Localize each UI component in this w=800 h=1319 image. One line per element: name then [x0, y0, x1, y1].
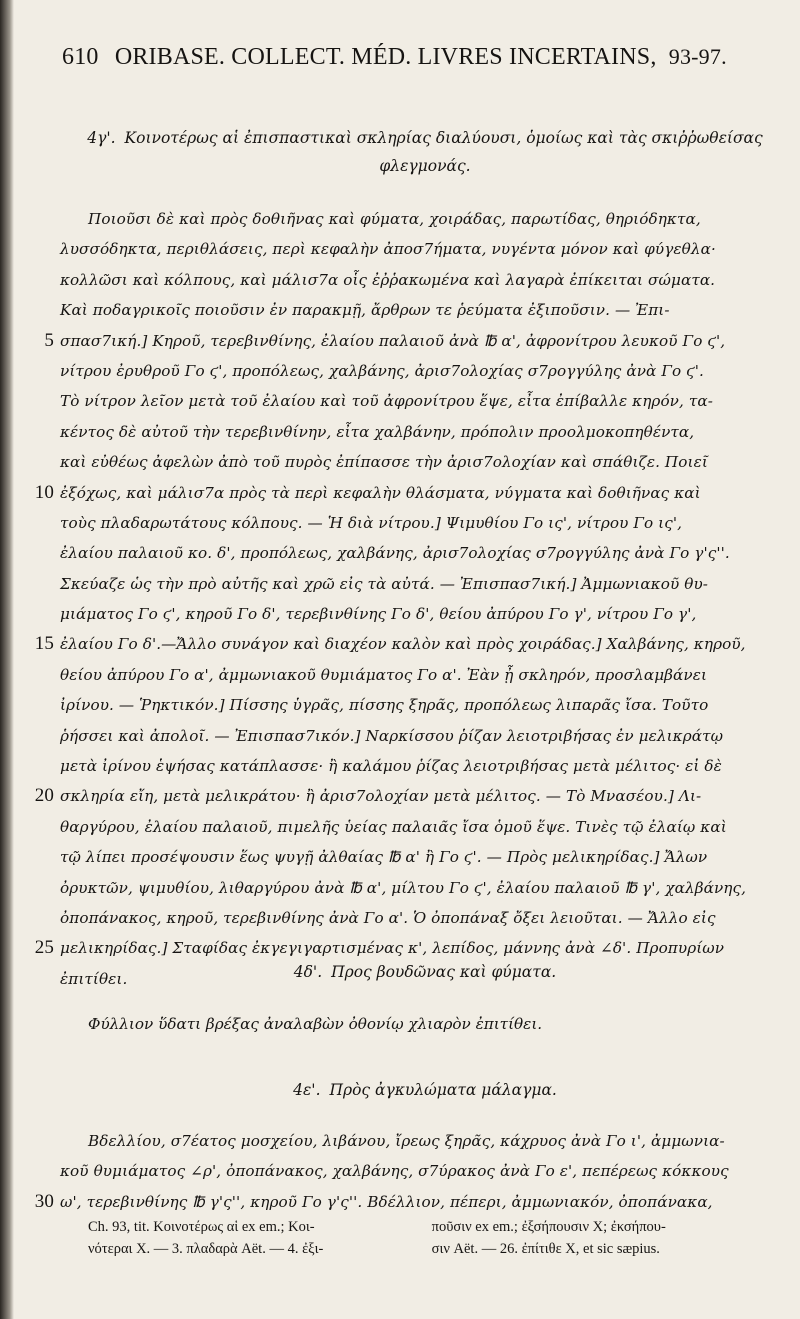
- chapter-number: 4ε'.: [293, 1081, 321, 1099]
- line-text: μελικηρίδας.] Σταφίδας ἐκγεγιγαρτισμένας κ', λεπίδος, μάννης ἀνὰ ∠δ'. Προπυρίων: [60, 939, 725, 958]
- line-number: 25: [34, 937, 54, 959]
- text-line: [60, 1126, 780, 1156]
- line-text: ἐξόχως, καὶ μάλισ7α πρὸς τὰ περὶ κεφαλὴν θλάσματα, νύγματα καὶ δοθιῆνας καὶ: [60, 483, 701, 502]
- line-text: κέντος δὲ αὐτοῦ τὴν τερεβινθίνην, εἶτα χαλβάνην, πρόπολιν προολμοκοπηθέντα,: [60, 422, 695, 441]
- text-line: [60, 538, 780, 568]
- text-line: [60, 447, 780, 477]
- chapter-title: Προς βουδῶνας καὶ φύματα.: [331, 963, 557, 981]
- line-text: ἐπιτίθει.: [60, 969, 128, 988]
- text-line: [44, 326, 780, 356]
- line-text: Ποιοῦσι δὲ καὶ πρὸς δοθιῆνας καὶ φύματα, χοιράδας, παρωτίδας, θηριόδηκτα,: [88, 210, 701, 228]
- line-text: καὶ εὐθέως ἀφελὼν ἀπὸ τοῦ πυρὸς ἐπίπασσε τὴν ἀρισ7ολοχίαν καὶ σπάθιζε. Ποιεῖ: [60, 453, 708, 472]
- chapter-heading-93: [80, 124, 770, 180]
- line-text: ἐλαίου Γο δ'.—Ἄλλο συνάγον καὶ διαχέον καλὸν καὶ πρὸς χοιράδας.] Χαλβάνης, κηροῦ,: [60, 635, 746, 654]
- chapter-title: Πρὸς ἀγκυλώματα μάλαγμα.: [329, 1081, 557, 1099]
- text-line: [60, 356, 780, 386]
- running-title: ORIBASE. COLLECT. MÉD. LIVRES INCERTAINS,: [114, 44, 657, 70]
- line-text: θαργύρου, ἐλαίου παλαιοῦ, πιμελῆς ὑείας παλαιᾶς ἴσα ὁμοῦ ἕψε. Τινὲς τῷ ἐλαίῳ καὶ: [60, 817, 727, 836]
- text-line: [60, 234, 780, 264]
- chapter-95-text: [34, 1126, 780, 1217]
- footnote-column-left: [88, 1216, 428, 1260]
- line-text: ἐλαίου παλαιοῦ κο. δ', προπόλεως, χαλβάνης, ἀρισ7ολοχίας σ7ρογγύλης ἀνὰ Γο γ'ς''.: [60, 544, 730, 563]
- text-line: [60, 1156, 780, 1186]
- text-line: [60, 417, 780, 447]
- text-line: [60, 812, 780, 842]
- footnotes: [88, 1216, 778, 1260]
- chapter-heading-94: [80, 958, 770, 986]
- chapter-93-text: [34, 204, 780, 994]
- line-text: Βδελλίου, σ7έατος μοσχείου, λιβάνου, ἴρεως ξηρᾶς, κάχρυος ἀνὰ Γο ι', ἀμμωνια-: [88, 1132, 725, 1150]
- line-text: μετὰ ἰρίνου ἑψήσας κατάπλασσε· ἢ καλάμου ῥίζας λειοτριβήσας μετὰ μέλιτος· εἰ δὲ: [60, 757, 722, 776]
- footnote-line: Ch. 93, tit. Κοινοτέρως αἱ ex em.; Κοι-: [88, 1219, 315, 1235]
- line-text: ὀποπάνακος, κηροῦ, τερεβινθίνης ἀνὰ Γο α'. Ὁ ὀποπάναξ ὄξει λειοῦται. — Ἄλλο εἰς: [60, 908, 716, 927]
- line-number: 5: [44, 329, 54, 351]
- text-line: [60, 842, 780, 872]
- footnote-column-right: [432, 1216, 777, 1260]
- text-line: [60, 265, 780, 295]
- binding-shadow: [0, 0, 14, 1319]
- text-line: [34, 1187, 780, 1217]
- chapter-number: 4δ'.: [293, 963, 323, 981]
- text-line: [60, 569, 780, 599]
- footnote-line: ποῦσιν ex em.; ἐξσήπουσιν X; ἐκσήπου-: [431, 1219, 666, 1235]
- running-header: [62, 44, 782, 71]
- text-line: [60, 690, 780, 720]
- line-text: μιάματος Γο ϛ', κηροῦ Γο δ', τερεβινθίνης Γο δ', θείου ἀπύρου Γο γ', νίτρου Γο γ',: [60, 605, 697, 624]
- line-text: κοῦ θυμιάματος ∠ρ', ὀποπάνακος, χαλβάνης, σ7ύρακος ἀνὰ Γο ε', πεπέρεως κόκκους: [60, 1162, 729, 1181]
- line-text: ῥήσσει καὶ ἀπολοῖ. — Ἐπισπασ7ικόν.] Ναρκίσσου ῥίζαν λειοτριβήσας ἐν μελικράτῳ: [60, 726, 724, 745]
- text-line: [60, 721, 780, 751]
- chapter-94-text: Φύλλιον ὕδατι βρέξας ἀναλαβὼν ὀθονίῳ χλιαρὸν ἐπιτίθει.: [88, 1015, 543, 1033]
- chapter-title-cont: φλεγμονάς.: [379, 157, 471, 175]
- page-number: 610: [62, 44, 99, 70]
- line-text: ω', τερεβινθίνης ℔ γ'ς'', κηροῦ Γο γ'ς''. Βδέλλιον, πέπερι, ἀμμωνιακόν, ὀποπάνακα,: [60, 1192, 713, 1211]
- text-line: [60, 903, 780, 933]
- text-line: [60, 295, 780, 325]
- line-text: ὀρυκτῶν, ψιμυθίου, λιθαργύρου ἀνὰ ℔ α', μίλτου Γο ϛ', ἐλαίου παλαιοῦ ℔ γ', χαλβάνης,: [60, 878, 747, 897]
- footnote-line: σιν Aët. — 26. ἐπίτιθε X, et sic sæpius.: [431, 1241, 660, 1257]
- text-line: [34, 629, 780, 659]
- chapter-heading-95: [80, 1076, 770, 1104]
- line-text: Καὶ ποδαγρικοῖς ποιοῦσιν ἐν παρακμῇ, ἄρθρων τε ῥεύματα ἐξιποῦσιν. — Ἐπι-: [60, 301, 670, 320]
- chapter-title: Κοινοτέρως αἱ ἐπισπαστικαὶ σκληρίας διαλύουσι, ὁμοίως καὶ τὰς σκιῤῥωθείσας: [124, 129, 763, 147]
- line-text: τοὺς πλαδαρωτάτους κόλπους. — Ἡ διὰ νίτρου.] Ψιμυθίου Γο ις', νίτρου Γο ις',: [60, 513, 683, 532]
- text-line: [60, 873, 780, 903]
- section-range: 93-97.: [668, 44, 727, 69]
- line-number: 15: [34, 633, 54, 655]
- text-line: [60, 204, 780, 234]
- text-line: [60, 660, 780, 690]
- text-line: [60, 508, 780, 538]
- text-line: [34, 781, 780, 811]
- line-text: κολλῶσι καὶ κόλπους, καὶ μάλισ7α οἷς ἐῤῥακωμένα καὶ λαγαρὰ ἐπίκειται σώματα.: [60, 270, 716, 289]
- line-text: Σκεύαζε ὡς τὴν πρὸ αὐτῆς καὶ χρῶ εἰς τὰ αὐτά. — Ἐπισπασ7ική.] Ἀμμωνιακοῦ θυ-: [60, 574, 709, 593]
- line-text: θείου ἀπύρου Γο α', ἀμμωνιακοῦ θυμιάματος Γο α'. Ἐὰν ᾖ σκληρόν, προσλαμβάνει: [60, 665, 708, 684]
- line-number: 10: [34, 481, 54, 503]
- line-text: Τὸ νίτρον λεῖον μετὰ τοῦ ἐλαίου καὶ τοῦ ἀφρονίτρου ἕψε, εἶτα ἐπίβαλλε κηρόν, τα-: [60, 392, 713, 411]
- footnote-line: νότεραι X. — 3. πλαδαρὰ Aët. — 4. ἐξι-: [88, 1241, 324, 1257]
- line-text: λυσσόδηκτα, περιθλάσεις, περὶ κεφαλὴν ἀποσ7ήματα, νυγέντα μόνον καὶ φύγεθλα·: [60, 240, 716, 259]
- line-number: 20: [34, 785, 54, 807]
- line-text: νίτρου ἐρυθροῦ Γο ϛ', προπόλεως, χαλβάνης, ἀρισ7ολοχίας σ7ρογγύλης ἀνὰ Γο ϛ'.: [60, 361, 704, 380]
- text-line: [60, 386, 780, 416]
- text-line: [60, 599, 780, 629]
- line-text: τῷ λίπει προσέψουσιν ἕως ψυγῇ ἀλθαίας ℔ α' ἢ Γο ϛ'. — Πρὸς μελικηρίδας.] Ἄλων: [60, 848, 708, 867]
- line-text: ἰρίνου. — Ῥηκτικόν.] Πίσσης ὑγρᾶς, πίσσης ξηρᾶς, προπόλεως λιπαρᾶς ἴσα. Τοῦτο: [60, 696, 709, 715]
- line-text: σπασ7ική.] Κηροῦ, τερεβινθίνης, ἐλαίου παλαιοῦ ἀνὰ ℔ α', ἀφρονίτρου λευκοῦ Γο ϛ',: [60, 331, 726, 350]
- line-number: 30: [34, 1190, 54, 1212]
- text-line: [34, 478, 780, 508]
- chapter-number: 4γ'.: [87, 129, 116, 147]
- text-line: [60, 751, 780, 781]
- line-text: σκληρία εἴη, μετὰ μελικράτου· ἢ ἀρισ7ολοχίαν μετὰ μέλιτος. — Τὸ Μνασέου.] Λι-: [60, 787, 702, 806]
